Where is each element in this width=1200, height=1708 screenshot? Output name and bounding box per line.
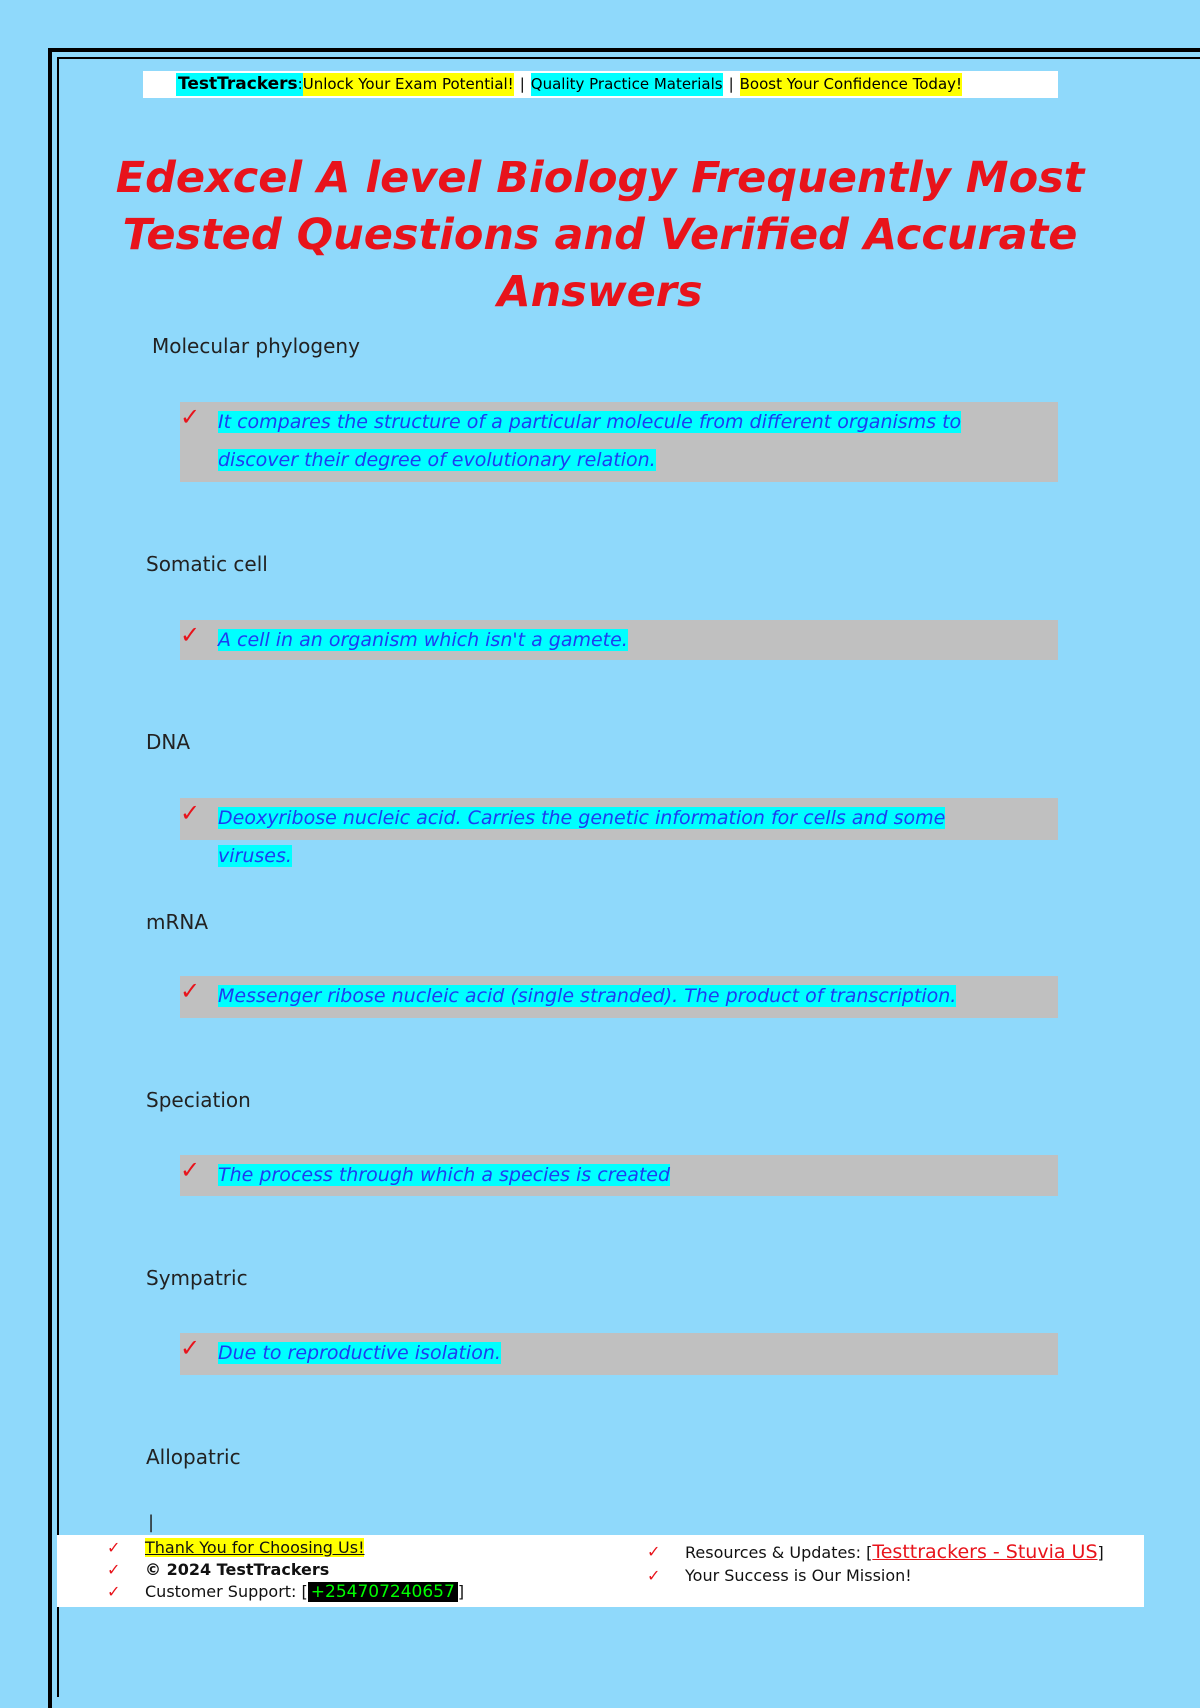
term-label: Sympatric — [146, 1266, 248, 1290]
answer-box — [180, 402, 1058, 482]
footer-item — [107, 1559, 464, 1581]
banner-segment-2: Quality Practice Materials — [531, 73, 723, 96]
copyright-text: © 2024 TestTrackers — [145, 1560, 330, 1579]
answer-text: It compares the structure of a particular molecule from different organisms to discover their degree of evolutionary relation. — [218, 411, 962, 471]
document-title: Edexcel A level Biology Frequently Most Tested Questions and Verified Accurate Answers — [115, 153, 1085, 317]
resources-label: Resources & Updates: [ — [685, 1543, 873, 1562]
banner-separator: | — [519, 75, 525, 93]
banner-segment-1: Unlock Your Exam Potential! — [303, 73, 514, 96]
term-label: mRNA — [146, 910, 209, 934]
footer-item — [647, 1565, 1104, 1587]
check-icon: ✓ — [107, 1582, 121, 1601]
answer-box — [180, 976, 1058, 1018]
support-phone[interactable]: +254707240657 — [308, 1582, 458, 1602]
answer-text: Deoxyribose nucleic acid. Carries the genetic information for cells and some viruses. — [218, 807, 946, 867]
answer-text: Messenger ribose nucleic acid (single stranded). The product of transcription. — [218, 985, 957, 1007]
answer-box — [180, 620, 1058, 660]
answer-text: Due to reproductive isolation. — [218, 1342, 501, 1364]
footer-item — [107, 1581, 464, 1603]
term-label: Allopatric — [146, 1445, 241, 1469]
answer-text: The process through which a species is created — [218, 1164, 671, 1186]
term-label: DNA — [146, 730, 191, 754]
header-banner — [143, 71, 1058, 98]
term-label: Speciation — [146, 1088, 251, 1112]
check-icon: ✓ — [180, 799, 201, 827]
answer-text: A cell in an organism which isn't a gamete. — [218, 629, 628, 651]
check-icon: ✓ — [107, 1560, 121, 1579]
answer-box — [180, 1333, 1058, 1375]
check-icon: ✓ — [647, 1566, 661, 1585]
check-icon: ✓ — [180, 621, 201, 649]
check-icon: ✓ — [180, 403, 201, 431]
check-icon: ✓ — [107, 1538, 121, 1557]
check-icon: ✓ — [180, 1156, 201, 1184]
check-icon: ✓ — [180, 977, 201, 1005]
support-label: Customer Support: [ — [145, 1582, 308, 1601]
footer-item — [107, 1537, 464, 1559]
thanks-link[interactable]: Thank You for Choosing Us! — [145, 1538, 365, 1557]
check-icon: ✓ — [647, 1542, 661, 1561]
brand-colon: : — [298, 73, 303, 96]
footer-left-column — [107, 1537, 464, 1603]
footer-item — [647, 1539, 1104, 1565]
resources-link[interactable]: Testtrackers - Stuvia US — [872, 1541, 1098, 1563]
term-label: Molecular phylogeny — [152, 334, 360, 358]
footer-right-column — [647, 1539, 1104, 1587]
text-cursor: | — [148, 1512, 155, 1533]
resources-bracket: ] — [1097, 1543, 1104, 1562]
mission-text: Your Success is Our Mission! — [685, 1566, 912, 1585]
banner-separator: | — [728, 75, 734, 93]
answer-box — [180, 1155, 1058, 1196]
support-bracket: ] — [457, 1582, 465, 1601]
answer-box — [180, 798, 1058, 867]
brand-name: TestTrackers — [178, 74, 298, 94]
check-icon: ✓ — [180, 1334, 201, 1362]
banner-segment-3: Boost Your Confidence Today! — [740, 73, 962, 96]
footer-bar — [57, 1535, 1144, 1607]
term-label: Somatic cell — [146, 552, 268, 576]
